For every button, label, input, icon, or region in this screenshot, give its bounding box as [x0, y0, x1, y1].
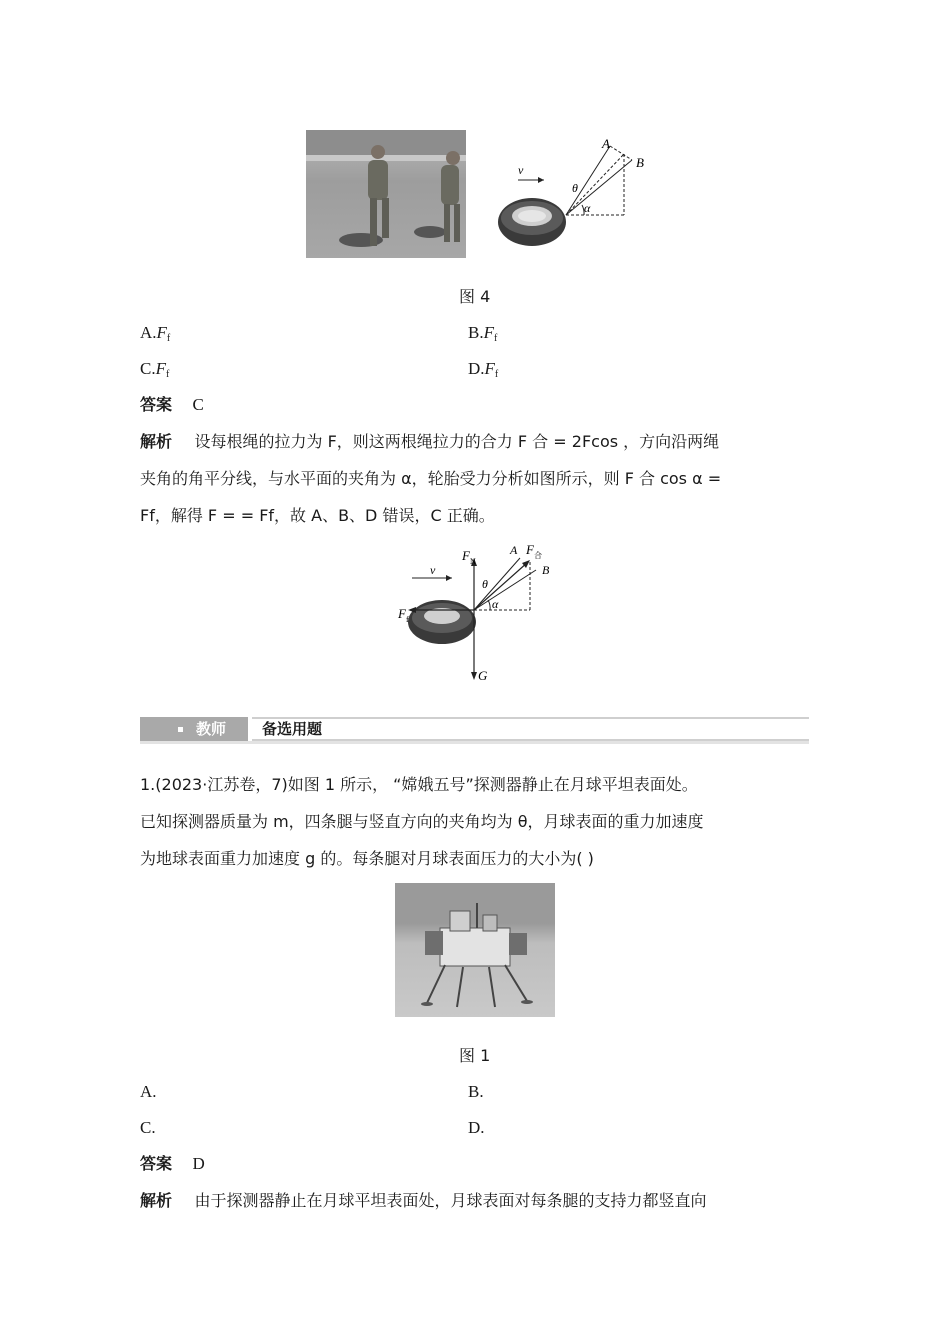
fn-label: F: [462, 548, 470, 563]
q1-line-2: 已知探测器质量为 m，四条腿与竖直方向的夹角均为 θ，月球表面的重力加速度: [140, 812, 704, 831]
banner-bullet-icon: [178, 727, 183, 732]
option-a-letter: A.: [140, 323, 157, 342]
option-c-sub: f: [165, 369, 170, 380]
option-b-var: F: [483, 323, 494, 342]
b-label: B: [542, 563, 550, 577]
option-a-sub: f: [166, 333, 171, 344]
theta-label-2: θ: [482, 577, 488, 591]
option-c-letter: C.: [140, 359, 156, 378]
lander-photo: [395, 883, 555, 1017]
v-label: v: [430, 563, 436, 577]
q1-answer-label: 答案: [140, 1154, 173, 1173]
theta-label: θ: [572, 181, 578, 195]
velocity-label: v: [518, 163, 524, 177]
label-a: A: [602, 136, 610, 151]
teacher-banner-right: [252, 717, 809, 741]
fn-sub: N: [470, 557, 476, 566]
teacher-banner-left: [140, 717, 248, 741]
answer-value: C: [192, 395, 204, 414]
banner-left-text: 教师: [196, 720, 227, 738]
banner-right-text: 备选用题: [262, 720, 323, 738]
q1-answer-row: [140, 1153, 205, 1175]
lander-illustration: [395, 883, 555, 1017]
alpha-label: α: [584, 201, 591, 215]
g-label: G: [478, 668, 488, 683]
tire-rope-diagram: [486, 132, 656, 252]
q1-option-d: D.: [468, 1118, 485, 1137]
ff-sub: f: [406, 615, 409, 624]
ff-label: F: [398, 606, 406, 621]
q1-option-a: A.: [140, 1082, 157, 1101]
q1-option-c: C.: [140, 1118, 156, 1137]
analysis-text-3: Ff，解得 F = = Ff，故 A、B、D 错误，C 正确。: [140, 506, 495, 525]
q1-analysis-text-1: 由于探测器静止在月球平坦表面处，月球表面对每条腿的支持力都竖直向: [194, 1191, 707, 1210]
answer-label: 答案: [140, 395, 173, 414]
figure1-caption: 图 1: [459, 1046, 491, 1065]
fhe-sub: 合: [534, 551, 542, 560]
option-b-sub: f: [493, 333, 498, 344]
force-diagram: [392, 540, 572, 688]
option-b-letter: B.: [468, 323, 484, 342]
option-b: [468, 322, 497, 350]
option-d-letter: D.: [468, 359, 485, 378]
option-d-sub: f: [494, 369, 499, 380]
q1-line-1: 1.(2023·江苏卷，7)如图 1 所示， “嫦娥五号”探测器静止在月球平坦表面处。: [140, 775, 698, 794]
option-c-var: F: [155, 359, 166, 378]
q1-option-b: B.: [468, 1082, 484, 1101]
a-label: A: [510, 543, 518, 557]
q1-analysis-label: 解析: [140, 1191, 173, 1210]
soldiers-tire-photo: [306, 130, 466, 258]
q1-line-3: 为地球表面重力加速度 g 的。每条腿对月球表面压力的大小为( ): [140, 849, 594, 868]
label-b: B: [636, 155, 644, 170]
q1-analysis-line-1: [140, 1190, 707, 1212]
q1-answer-value: D: [192, 1154, 205, 1173]
alpha-label-2: α: [492, 597, 499, 611]
option-a: [140, 322, 170, 350]
option-d: [468, 358, 498, 386]
option-d-var: F: [484, 359, 495, 378]
figure4-caption: 图 4: [459, 287, 491, 306]
fhe-label: F: [526, 542, 534, 557]
option-a-var: F: [156, 323, 167, 342]
option-c: [140, 358, 169, 386]
soldiers-photo-illustration: [306, 130, 466, 258]
analysis-text-2: 夹角的角平分线，与水平面的夹角为 α，轮胎受力分析如图所示，则 F 合 cos α =: [140, 469, 722, 488]
analysis-text-1: 设每根绳的拉力为 F，则这两根绳拉力的合力 F 合 = 2Fcos ，方向沿两绳: [194, 432, 720, 451]
banner-underline: [140, 741, 809, 744]
answer-row: [140, 394, 204, 416]
analysis-label: 解析: [140, 432, 173, 451]
analysis-line-1: [140, 431, 719, 453]
